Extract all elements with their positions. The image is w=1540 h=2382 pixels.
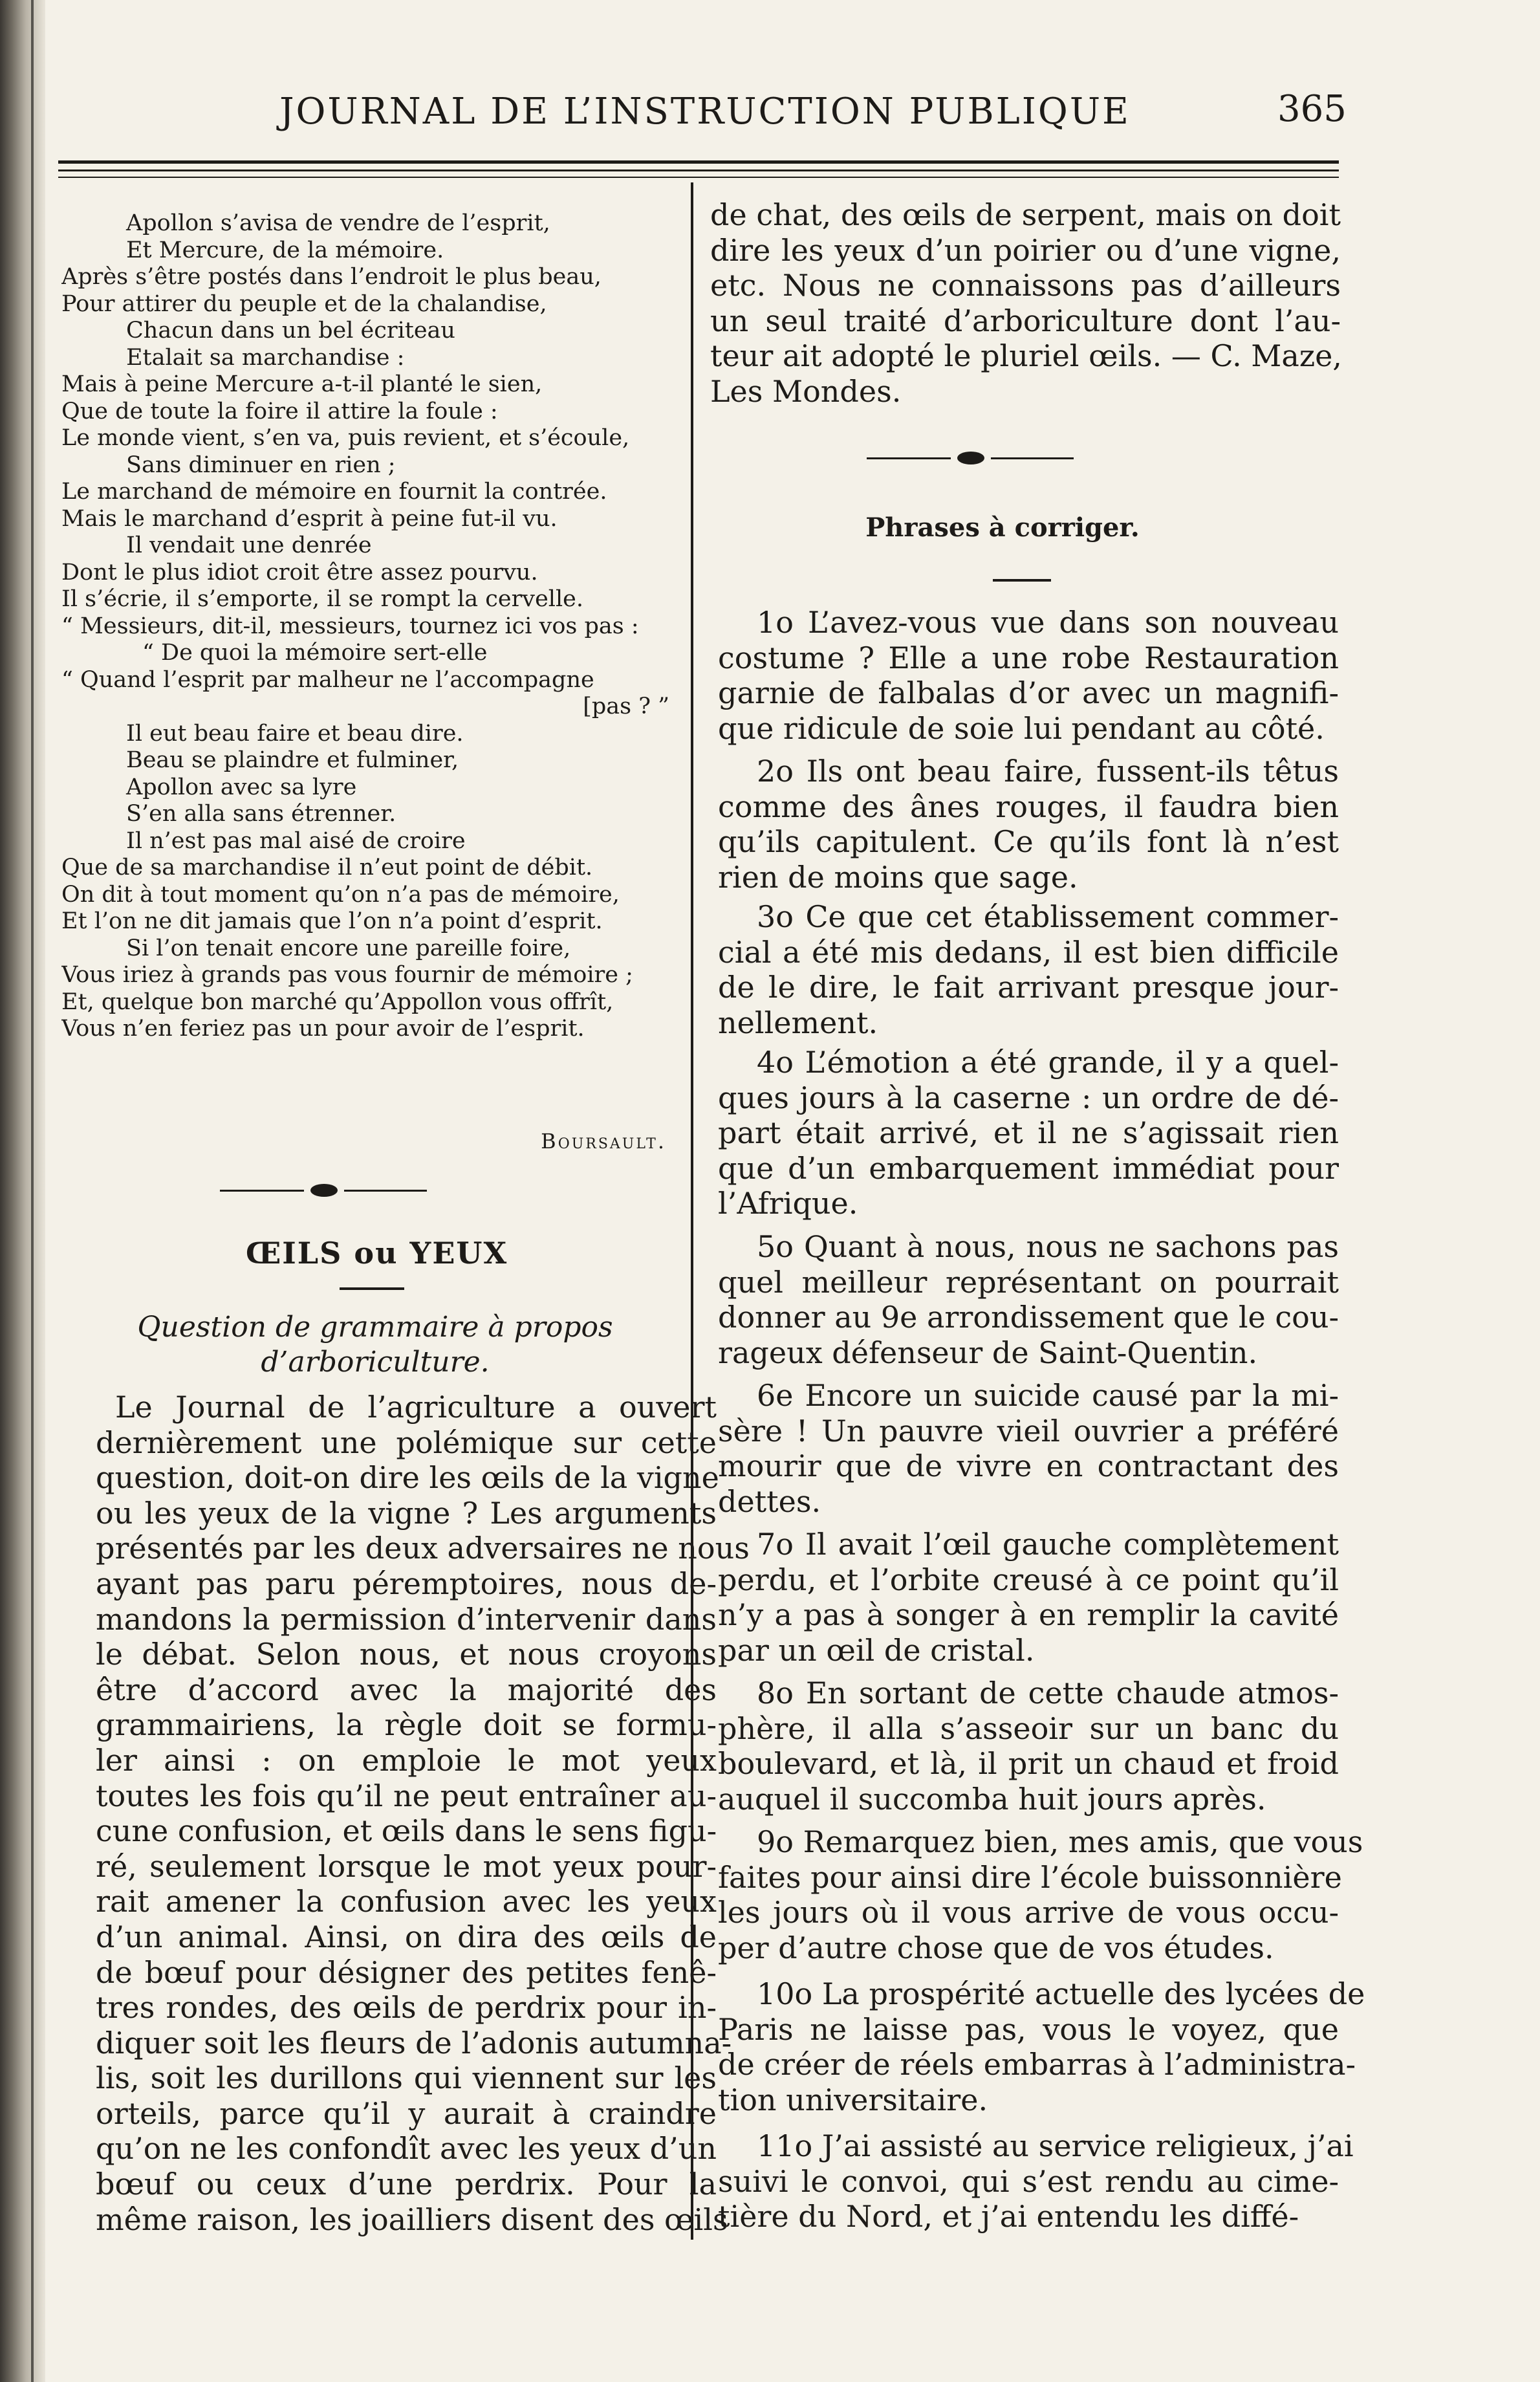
poem-line: Beau se plaindre et fulminer, (126, 747, 459, 773)
header-rule (58, 160, 1339, 164)
phrase-line: 3o Ce que cet établissement commer- (757, 899, 1339, 934)
poem-line: Sans diminuer en rien ; (126, 452, 396, 478)
phrase-line: mourir que de vivre en contractant des (718, 1448, 1339, 1483)
poem-line: Après s’être postés dans l’endroit le plus beau, (61, 264, 602, 290)
phrase-line: perdu, et l’orbite creusé à ce point qu’il (718, 1562, 1339, 1597)
poem-line: Vous n’en feriez pas un pour avoir de l’esprit. (61, 1016, 585, 1042)
article-line: ayant pas paru péremptoires, nous de- (96, 1566, 717, 1601)
poem-line: Dont le plus idiot croit être assez pourvu. (61, 559, 538, 585)
poem-line: Il vendait une denrée (126, 532, 372, 558)
poem-line: Si l’on tenait encore une pareille foire, (126, 935, 571, 961)
phrase-line: 11o J’ai assisté au service religieux, j’ai (757, 2128, 1354, 2163)
poem-line: Chacun dans un bel écriteau (126, 318, 455, 344)
article-line: question, doit-on dire les œils de la vigne (96, 1460, 719, 1496)
article-line: de chat, des œils de serpent, mais on doit (710, 197, 1341, 232)
article-line: cune confusion, et œils dans le sens figu- (96, 1813, 717, 1849)
phrase-line: les jours où il vous arrive de vous occu- (718, 1895, 1339, 1930)
article-line: teur ait adopté le pluriel œils. — C. Maze, (710, 338, 1342, 374)
phrase-line: 1o L’avez-vous vue dans son nouveau (757, 605, 1339, 640)
phrase-item (718, 1527, 1339, 1668)
phrase-line: auquel il succomba huit jours après. (718, 1781, 1266, 1817)
phrase-line: tion universitaire. (718, 2082, 988, 2117)
phrase-line: sère ! Un pauvre vieil ouvrier a préféré (718, 1413, 1339, 1448)
article-line: diquer soit les fleurs de l’adonis autumna- (96, 2025, 732, 2060)
phrase-line: l’Afrique. (718, 1186, 858, 1221)
article-line: présentés par les deux adversaires ne nous (96, 1531, 750, 1566)
phrase-line: de créer de réels embarras à l’administra- (718, 2047, 1356, 2082)
article-line: rait amener la confusion avec les yeux (96, 1884, 717, 1919)
phrase-line: que ridicule de soie lui pendant au côté. (718, 710, 1325, 746)
phrase-line: 5o Quant à nous, nous ne sachons pas (757, 1229, 1339, 1264)
phrase-item (718, 2128, 1354, 2234)
poem-line: Vous iriez à grands pas vous fournir de mémoire ; (61, 962, 633, 988)
article-title: ŒILS ou YEUX (246, 1236, 508, 1271)
phrase-line: dettes. (718, 1483, 821, 1519)
phrase-item (718, 1976, 1365, 2117)
article-line: même raison, les joailliers disent des œils (96, 2202, 728, 2237)
article-line: qu’on ne les confondît avec les yeux d’un (96, 2131, 717, 2167)
poem-line: S’en alla sans étrenner. (126, 801, 396, 827)
page-number: 365 (1277, 88, 1347, 130)
article-line: être d’accord avec la majorité des (96, 1672, 717, 1707)
phrase-line: que d’un embarquement immédiat pour (718, 1150, 1339, 1186)
phrase-item (718, 605, 1339, 746)
poem-line: “ De quoi la mémoire sert-elle (142, 640, 488, 666)
phrase-line: donner au 9e arrondissement que le cou- (718, 1300, 1339, 1335)
phrase-item (718, 1229, 1339, 1370)
poem-line: Que de sa marchandise il n’eut point de débit. (61, 855, 593, 880)
article-line: toutes les fois qu’il ne peut entraîner au- (96, 1778, 717, 1813)
title-rule (340, 1287, 404, 1290)
poem-line: Et l’on ne dit jamais que l’on n’a point d’esprit. (61, 908, 603, 934)
article-line: Le Journal de l’agriculture a ouvert (115, 1390, 717, 1425)
article-continuation (710, 197, 1341, 410)
poem-line: Il eut beau faire et beau dire. (126, 720, 464, 747)
poem-line: Et Mercure, de la mémoire. (126, 237, 444, 263)
subtitle-line: d’arboriculture. (261, 1346, 490, 1379)
phrase-line: part était arrivé, et il ne s’agissait rien (718, 1115, 1339, 1150)
phrase-line: n’y a pas à songer à en remplir la cavité (718, 1597, 1339, 1632)
article-line: Les Mondes. (710, 373, 902, 409)
article-line: tres rondes, des œils de perdrix pour in- (96, 1990, 717, 2026)
phrase-line: nellement. (718, 1005, 878, 1040)
article-line: de bœuf pour désigner des petites fenê- (96, 1954, 717, 1990)
poem-line: Que de toute la foire il attire la foule : (61, 398, 498, 424)
phrase-line: 9o Remarquez bien, mes amis, que vous (757, 1824, 1363, 1859)
article-line: mandons la permission d’intervenir dans (96, 1601, 717, 1637)
phrase-item (718, 1676, 1339, 1817)
phrase-line: garnie de falbalas d’or avec un magnifi- (718, 675, 1339, 710)
poem-line: “ Quand l’esprit par malheur ne l’accompagne (61, 666, 594, 693)
article-line: d’un animal. Ainsi, on dira des œils de (96, 1919, 717, 1954)
phrase-line: cial a été mis dedans, il est bien difficile (718, 934, 1339, 970)
header-rule (58, 169, 1339, 171)
phrase-line: costume ? Elle a une robe Restauration (718, 640, 1339, 675)
article-line: grammairiens, la règle doit se formu- (96, 1707, 717, 1743)
poem-line: [pas ? ” (583, 694, 669, 719)
section-title: Phrases à corriger. (865, 512, 1140, 543)
binding-line (31, 0, 34, 2382)
phrase-line: tière du Nord, et j’ai entendu les diffé- (718, 2199, 1299, 2234)
ornament-separator (867, 452, 1074, 464)
phrase-line: comme des ânes rouges, il faudra bien (718, 789, 1339, 824)
phrase-line: Paris ne laisse pas, vous le voyez, que (718, 2011, 1339, 2047)
article-line: un seul traité d’arboriculture dont l’au- (710, 303, 1341, 338)
poem-line: Pour attirer du peuple et de la chalandise, (61, 290, 547, 317)
phrase-line: rageux défenseur de Saint-Quentin. (718, 1335, 1258, 1370)
article-line: ré, seulement lorsque le mot yeux pour- (96, 1848, 717, 1884)
phrase-line: 4o L’émotion a été grande, il y a quel- (757, 1045, 1339, 1080)
header-rule (58, 177, 1339, 178)
page-binding-edge (0, 0, 45, 2382)
poem-line: Apollon avec sa lyre (126, 774, 357, 800)
phrase-line: rien de moins que sage. (718, 859, 1078, 895)
poem-line: Le marchand de mémoire en fournit la contrée. (61, 479, 607, 505)
article-line: bœuf ou ceux d’une perdrix. Pour la (96, 2167, 717, 2202)
article-line: ou les yeux de la vigne ? Les arguments (96, 1495, 717, 1531)
poem-line: Le monde vient, s’en va, puis revient, et s’écoule, (61, 425, 630, 451)
phrase-line: ques jours à la caserne : un ordre de dé- (718, 1080, 1339, 1115)
article-line: etc. Nous ne connaissons pas d’ailleurs (710, 268, 1341, 303)
article-line: le débat. Selon nous, et nous croyons (96, 1637, 717, 1672)
phrase-item (718, 754, 1339, 895)
subtitle-line: Question de grammaire à propos (137, 1311, 613, 1344)
ornament-separator (220, 1184, 427, 1197)
poem-line: Etalait sa marchandise : (126, 344, 405, 371)
phrase-item (718, 1378, 1339, 1519)
poem-line: Mais à peine Mercure a-t-il planté le sien, (61, 371, 543, 397)
phrase-item (718, 1045, 1339, 1221)
phrase-line: de le dire, le fait arrivant presque jour- (718, 970, 1339, 1005)
article-body (96, 1390, 750, 2237)
article-line: lis, soit les durillons qui viennent sur les (96, 2060, 717, 2096)
poem-line: “ Messieurs, dit-il, messieurs, tournez ici vos pas : (61, 613, 639, 639)
poem-line: Mais le marchand d’esprit à peine fut-il vu. (61, 505, 558, 532)
phrase-line: suivi le convoi, qui s’est rendu au cime- (718, 2163, 1339, 2199)
phrase-line: 8o En sortant de cette chaude atmos- (757, 1676, 1339, 1710)
running-title: JOURNAL DE L’INSTRUCTION PUBLIQUE (279, 91, 1131, 133)
phrase-line: faites pour ainsi dire l’école buissonnière (718, 1859, 1342, 1895)
phrase-line: 6e Encore un suicide causé par la mi- (757, 1378, 1339, 1413)
article-line: dire les yeux d’un poirier ou d’une vigne, (710, 232, 1341, 268)
phrase-line: qu’ils capitulent. Ce qu’ils font là n’est (718, 824, 1339, 859)
phrase-line: quel meilleur représentant on pourrait (718, 1264, 1339, 1300)
phrase-line: phère, il alla s’asseoir sur un banc du (718, 1710, 1339, 1746)
phrase-line: per d’autre chose que de vos études. (718, 1930, 1274, 1965)
phrase-line: par un œil de cristal. (718, 1632, 1035, 1668)
poem-line: Il n’est pas mal aisé de croire (126, 827, 466, 854)
poem-line: Apollon s’avisa de vendre de l’esprit, (126, 210, 550, 236)
poem-line: On dit à tout moment qu’on n’a pas de mémoire, (61, 881, 620, 908)
article-subtitle (78, 1310, 673, 1380)
phrase-line: 7o Il avait l’œil gauche complètement (757, 1527, 1339, 1562)
phrase-line: 10o La prospérité actuelle des lycées de (757, 1976, 1365, 2011)
phrase-item (718, 1824, 1363, 1965)
poem (61, 210, 682, 1043)
phrase-line: boulevard, et là, il prit un chaud et froid (718, 1746, 1339, 1781)
phrase-item (718, 899, 1339, 1040)
poem-author: Boursault. (541, 1129, 666, 1153)
article-line: orteils, parce qu’il y aurait à craindre (96, 2095, 717, 2131)
article-line: ler ainsi : on emploie le mot yeux (96, 1742, 717, 1778)
phrase-line: 2o Ils ont beau faire, fussent-ils têtus (757, 754, 1339, 789)
article-line: dernièrement une polémique sur cette (96, 1425, 717, 1460)
title-rule (993, 579, 1051, 582)
poem-line: Il s’écrie, il s’emporte, il se rompt la cervelle. (61, 586, 584, 612)
poem-line: Et, quelque bon marché qu’Appollon vous offrît, (61, 989, 614, 1015)
